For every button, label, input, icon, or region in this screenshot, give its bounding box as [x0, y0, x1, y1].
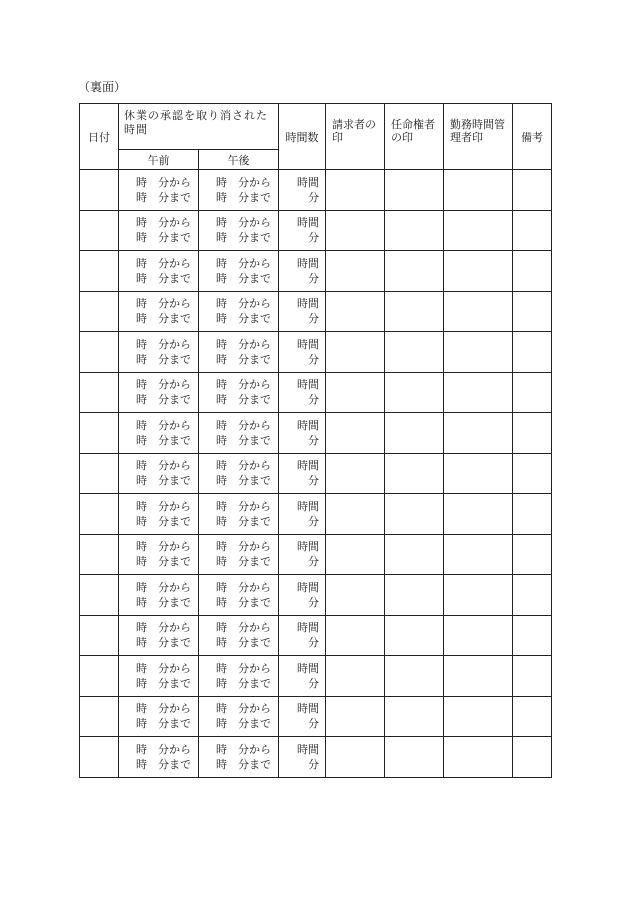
to-label: 分まで: [238, 595, 271, 609]
am-time-slot[interactable]: [119, 413, 199, 454]
from-label: 分から: [238, 702, 271, 716]
remarks-cell[interactable]: [513, 413, 552, 454]
hours-cell[interactable]: [279, 413, 326, 454]
am-time-slot[interactable]: [119, 453, 199, 494]
minutes-unit-label: 分: [308, 231, 319, 245]
to-label: 分まで: [158, 190, 191, 204]
from-label: 分から: [158, 499, 191, 513]
am-time-slot[interactable]: [119, 656, 199, 697]
hours-unit-label: 時間: [297, 661, 319, 675]
table-row: [80, 291, 552, 332]
minutes-unit-label: 分: [308, 636, 319, 650]
manager-seal-cell[interactable]: [444, 413, 513, 454]
to-label: 分まで: [238, 636, 271, 650]
hours-cell[interactable]: [279, 615, 326, 656]
pm-time-slot[interactable]: [199, 413, 279, 454]
from-label: 分から: [238, 499, 271, 513]
hour-label: 時: [136, 595, 147, 609]
hours-cell[interactable]: [279, 696, 326, 737]
table-row: [80, 170, 552, 211]
hours-unit-label: 時間: [297, 378, 319, 392]
requester-seal-cell[interactable]: [326, 413, 385, 454]
pm-time-slot[interactable]: [199, 494, 279, 535]
hour-label: 時: [216, 636, 227, 650]
hour-label: 時: [216, 378, 227, 392]
requester-seal-cell[interactable]: [326, 251, 385, 292]
to-label: 分まで: [158, 555, 191, 569]
hour-label: 時: [216, 175, 227, 189]
from-label: 分から: [238, 418, 271, 432]
hours-cell[interactable]: [279, 453, 326, 494]
to-label: 分まで: [238, 433, 271, 447]
hour-label: 時: [216, 271, 227, 285]
hour-label: 時: [216, 256, 227, 270]
table-row: [80, 534, 552, 575]
manager-seal-cell[interactable]: [444, 615, 513, 656]
hour-label: 時: [216, 312, 227, 326]
hours-unit-label: 時間: [297, 499, 319, 513]
remarks-cell[interactable]: [513, 615, 552, 656]
hour-label: 時: [216, 555, 227, 569]
pm-time-slot[interactable]: [199, 210, 279, 251]
hour-label: 時: [216, 418, 227, 432]
hour-label: 時: [216, 514, 227, 528]
am-time-slot[interactable]: [119, 291, 199, 332]
remarks-cell[interactable]: [513, 737, 552, 778]
remarks-cell[interactable]: [513, 170, 552, 211]
from-label: 分から: [158, 216, 191, 230]
date-cell[interactable]: [80, 413, 119, 454]
hours-unit-label: 時間: [297, 742, 319, 756]
from-label: 分から: [158, 297, 191, 311]
hour-label: 時: [136, 231, 147, 245]
table-row: [80, 210, 552, 251]
remarks-cell[interactable]: [513, 534, 552, 575]
pm-time-slot[interactable]: [199, 170, 279, 211]
hour-label: 時: [216, 580, 227, 594]
requester-seal-cell[interactable]: [326, 291, 385, 332]
hours-cell[interactable]: [279, 170, 326, 211]
pm-time-slot[interactable]: [199, 534, 279, 575]
hour-label: 時: [216, 757, 227, 771]
header-remarks: 備考: [513, 104, 552, 170]
am-time-slot[interactable]: [119, 575, 199, 616]
am-time-slot[interactable]: [119, 615, 199, 656]
remarks-cell[interactable]: [513, 210, 552, 251]
table-row: [80, 737, 552, 778]
pm-time-slot[interactable]: [199, 737, 279, 778]
to-label: 分まで: [238, 231, 271, 245]
from-label: 分から: [238, 256, 271, 270]
from-label: 分から: [238, 580, 271, 594]
manager-seal-cell[interactable]: [444, 210, 513, 251]
appointer-seal-cell[interactable]: [385, 251, 444, 292]
from-label: 分から: [158, 661, 191, 675]
pm-time-slot[interactable]: [199, 575, 279, 616]
remarks-cell[interactable]: [513, 251, 552, 292]
hours-cell[interactable]: [279, 210, 326, 251]
header-am: 午前: [119, 150, 199, 170]
remarks-cell[interactable]: [513, 656, 552, 697]
to-label: 分まで: [158, 676, 191, 690]
to-label: 分まで: [238, 514, 271, 528]
header-manager-seal: 勤務時間管理者印: [444, 104, 513, 170]
hour-label: 時: [136, 676, 147, 690]
from-label: 分から: [158, 175, 191, 189]
appointer-seal-cell[interactable]: [385, 737, 444, 778]
to-label: 分まで: [238, 555, 271, 569]
to-label: 分まで: [158, 271, 191, 285]
minutes-unit-label: 分: [308, 757, 319, 771]
from-label: 分から: [158, 256, 191, 270]
from-label: 分から: [238, 297, 271, 311]
hours-unit-label: 時間: [297, 540, 319, 554]
date-cell[interactable]: [80, 291, 119, 332]
manager-seal-cell[interactable]: [444, 332, 513, 373]
manager-seal-cell[interactable]: [444, 372, 513, 413]
pm-time-slot[interactable]: [199, 251, 279, 292]
to-label: 分まで: [158, 231, 191, 245]
manager-seal-cell[interactable]: [444, 575, 513, 616]
date-cell[interactable]: [80, 656, 119, 697]
appointer-seal-cell[interactable]: [385, 575, 444, 616]
minutes-unit-label: 分: [308, 474, 319, 488]
hours-cell[interactable]: [279, 291, 326, 332]
hours-cell[interactable]: [279, 737, 326, 778]
table-row: [80, 372, 552, 413]
remarks-cell[interactable]: [513, 575, 552, 616]
date-cell[interactable]: [80, 251, 119, 292]
hour-label: 時: [216, 459, 227, 473]
from-label: 分から: [158, 621, 191, 635]
from-label: 分から: [238, 661, 271, 675]
am-time-slot[interactable]: [119, 251, 199, 292]
hour-label: 時: [136, 499, 147, 513]
to-label: 分まで: [158, 757, 191, 771]
table-row: [80, 615, 552, 656]
header-requester-seal: 請求者の印: [326, 104, 385, 170]
hour-label: 時: [136, 297, 147, 311]
to-label: 分まで: [238, 352, 271, 366]
table-row: [80, 251, 552, 292]
manager-seal-cell[interactable]: [444, 656, 513, 697]
date-cell[interactable]: [80, 615, 119, 656]
manager-seal-cell[interactable]: [444, 737, 513, 778]
hour-label: 時: [136, 661, 147, 675]
remarks-cell[interactable]: [513, 372, 552, 413]
am-time-slot[interactable]: [119, 534, 199, 575]
hour-label: 時: [216, 717, 227, 731]
to-label: 分まで: [158, 433, 191, 447]
minutes-unit-label: 分: [308, 312, 319, 326]
from-label: 分から: [238, 621, 271, 635]
requester-seal-cell[interactable]: [326, 575, 385, 616]
hour-label: 時: [136, 717, 147, 731]
hour-label: 時: [216, 661, 227, 675]
hour-label: 時: [136, 621, 147, 635]
to-label: 分まで: [238, 717, 271, 731]
table-row: [80, 494, 552, 535]
pm-time-slot[interactable]: [199, 291, 279, 332]
requester-seal-cell[interactable]: [326, 453, 385, 494]
from-label: 分から: [158, 702, 191, 716]
requester-seal-cell[interactable]: [326, 737, 385, 778]
hour-label: 時: [136, 352, 147, 366]
remarks-cell[interactable]: [513, 696, 552, 737]
hour-label: 時: [136, 312, 147, 326]
minutes-unit-label: 分: [308, 393, 319, 407]
from-label: 分から: [238, 540, 271, 554]
hour-label: 時: [216, 352, 227, 366]
hour-label: 時: [136, 580, 147, 594]
pm-time-slot[interactable]: [199, 372, 279, 413]
to-label: 分まで: [238, 676, 271, 690]
to-label: 分まで: [158, 312, 191, 326]
requester-seal-cell[interactable]: [326, 332, 385, 373]
minutes-unit-label: 分: [308, 271, 319, 285]
am-time-slot[interactable]: [119, 696, 199, 737]
date-cell[interactable]: [80, 494, 119, 535]
from-label: 分から: [238, 175, 271, 189]
am-time-slot[interactable]: [119, 332, 199, 373]
hour-label: 時: [136, 271, 147, 285]
date-cell[interactable]: [80, 696, 119, 737]
requester-seal-cell[interactable]: [326, 210, 385, 251]
hour-label: 時: [136, 540, 147, 554]
pm-time-slot[interactable]: [199, 332, 279, 373]
hour-label: 時: [216, 742, 227, 756]
to-label: 分まで: [158, 717, 191, 731]
pm-time-slot[interactable]: [199, 453, 279, 494]
table-row: [80, 413, 552, 454]
minutes-unit-label: 分: [308, 595, 319, 609]
from-label: 分から: [238, 216, 271, 230]
date-cell[interactable]: [80, 737, 119, 778]
from-label: 分から: [158, 418, 191, 432]
manager-seal-cell[interactable]: [444, 291, 513, 332]
am-time-slot[interactable]: [119, 210, 199, 251]
hour-label: 時: [136, 433, 147, 447]
hour-label: 時: [216, 702, 227, 716]
to-label: 分まで: [158, 393, 191, 407]
to-label: 分まで: [238, 757, 271, 771]
date-cell[interactable]: [80, 534, 119, 575]
hour-label: 時: [216, 231, 227, 245]
table-row: [80, 656, 552, 697]
requester-seal-cell[interactable]: [326, 170, 385, 211]
hours-unit-label: 時間: [297, 580, 319, 594]
hours-cell[interactable]: [279, 656, 326, 697]
hour-label: 時: [136, 459, 147, 473]
remarks-cell[interactable]: [513, 453, 552, 494]
to-label: 分まで: [238, 312, 271, 326]
date-cell[interactable]: [80, 575, 119, 616]
hour-label: 時: [216, 297, 227, 311]
from-label: 分から: [158, 540, 191, 554]
to-label: 分まで: [158, 636, 191, 650]
to-label: 分まで: [238, 474, 271, 488]
to-label: 分まで: [158, 474, 191, 488]
hours-cell[interactable]: [279, 534, 326, 575]
header-cancelled-time: 休業の承認を取り消された時間: [119, 104, 279, 150]
appointer-seal-cell[interactable]: [385, 453, 444, 494]
minutes-unit-label: 分: [308, 190, 319, 204]
appointer-seal-cell[interactable]: [385, 372, 444, 413]
am-time-slot[interactable]: [119, 170, 199, 211]
requester-seal-cell[interactable]: [326, 534, 385, 575]
am-time-slot[interactable]: [119, 494, 199, 535]
requester-seal-cell[interactable]: [326, 656, 385, 697]
hours-unit-label: 時間: [297, 216, 319, 230]
appointer-seal-cell[interactable]: [385, 615, 444, 656]
to-label: 分まで: [158, 595, 191, 609]
hours-cell[interactable]: [279, 372, 326, 413]
hour-label: 時: [216, 337, 227, 351]
hour-label: 時: [136, 190, 147, 204]
hour-label: 時: [216, 216, 227, 230]
manager-seal-cell[interactable]: [444, 453, 513, 494]
to-label: 分まで: [238, 271, 271, 285]
hours-cell[interactable]: [279, 494, 326, 535]
minutes-unit-label: 分: [308, 352, 319, 366]
from-label: 分から: [238, 459, 271, 473]
hour-label: 時: [216, 676, 227, 690]
requester-seal-cell[interactable]: [326, 494, 385, 535]
appointer-seal-cell[interactable]: [385, 291, 444, 332]
appointer-seal-cell[interactable]: [385, 332, 444, 373]
hour-label: 時: [136, 337, 147, 351]
date-cell[interactable]: [80, 170, 119, 211]
date-cell[interactable]: [80, 453, 119, 494]
appointer-seal-cell[interactable]: [385, 210, 444, 251]
hour-label: 時: [136, 514, 147, 528]
hour-label: 時: [136, 636, 147, 650]
to-label: 分まで: [238, 190, 271, 204]
remarks-cell[interactable]: [513, 332, 552, 373]
requester-seal-cell[interactable]: [326, 696, 385, 737]
hour-label: 時: [136, 757, 147, 771]
appointer-seal-cell[interactable]: [385, 696, 444, 737]
remarks-cell[interactable]: [513, 291, 552, 332]
minutes-unit-label: 分: [308, 433, 319, 447]
date-cell[interactable]: [80, 210, 119, 251]
hours-unit-label: 時間: [297, 175, 319, 189]
hour-label: 時: [216, 474, 227, 488]
from-label: 分から: [238, 742, 271, 756]
table-row: [80, 575, 552, 616]
pm-time-slot[interactable]: [199, 696, 279, 737]
am-time-slot[interactable]: [119, 737, 199, 778]
from-label: 分から: [238, 337, 271, 351]
table-row: [80, 453, 552, 494]
from-label: 分から: [158, 378, 191, 392]
hour-label: 時: [216, 595, 227, 609]
appointer-seal-cell[interactable]: [385, 170, 444, 211]
hour-label: 時: [136, 702, 147, 716]
pm-time-slot[interactable]: [199, 615, 279, 656]
requester-seal-cell[interactable]: [326, 615, 385, 656]
appointer-seal-cell[interactable]: [385, 534, 444, 575]
hour-label: 時: [136, 418, 147, 432]
from-label: 分から: [238, 378, 271, 392]
hour-label: 時: [136, 474, 147, 488]
hour-label: 時: [216, 393, 227, 407]
remarks-cell[interactable]: [513, 494, 552, 535]
hour-label: 時: [136, 742, 147, 756]
to-label: 分まで: [238, 393, 271, 407]
appointer-seal-cell[interactable]: [385, 494, 444, 535]
hour-label: 時: [136, 393, 147, 407]
minutes-unit-label: 分: [308, 717, 319, 731]
hours-unit-label: 時間: [297, 256, 319, 270]
requester-seal-cell[interactable]: [326, 372, 385, 413]
manager-seal-cell[interactable]: [444, 534, 513, 575]
minutes-unit-label: 分: [308, 555, 319, 569]
hour-label: 時: [216, 190, 227, 204]
hour-label: 時: [136, 378, 147, 392]
table-row: [80, 696, 552, 737]
from-label: 分から: [158, 337, 191, 351]
hour-label: 時: [216, 621, 227, 635]
hours-cell[interactable]: [279, 251, 326, 292]
to-label: 分まで: [158, 514, 191, 528]
hour-label: 時: [136, 555, 147, 569]
hours-unit-label: 時間: [297, 297, 319, 311]
manager-seal-cell[interactable]: [444, 494, 513, 535]
to-label: 分まで: [158, 352, 191, 366]
from-label: 分から: [158, 580, 191, 594]
hours-unit-label: 時間: [297, 418, 319, 432]
hours-unit-label: 時間: [297, 702, 319, 716]
appointer-seal-cell[interactable]: [385, 656, 444, 697]
leave-cancellation-table: [79, 103, 552, 778]
hours-cell[interactable]: [279, 575, 326, 616]
hours-unit-label: 時間: [297, 337, 319, 351]
hour-label: 時: [136, 175, 147, 189]
date-cell[interactable]: [80, 372, 119, 413]
hour-label: 時: [136, 216, 147, 230]
minutes-unit-label: 分: [308, 676, 319, 690]
hours-unit-label: 時間: [297, 459, 319, 473]
appointer-seal-cell[interactable]: [385, 413, 444, 454]
am-time-slot[interactable]: [119, 372, 199, 413]
header-hours: 時間数: [279, 104, 326, 170]
page-label: （裏面）: [78, 80, 127, 94]
minutes-unit-label: 分: [308, 514, 319, 528]
header-pm: 午後: [199, 150, 279, 170]
pm-time-slot[interactable]: [199, 656, 279, 697]
hour-label: 時: [216, 540, 227, 554]
hours-unit-label: 時間: [297, 621, 319, 635]
manager-seal-cell[interactable]: [444, 170, 513, 211]
table-row: [80, 332, 552, 373]
from-label: 分から: [158, 742, 191, 756]
hour-label: 時: [136, 256, 147, 270]
hours-cell[interactable]: [279, 332, 326, 373]
hour-label: 時: [216, 433, 227, 447]
from-label: 分から: [158, 459, 191, 473]
date-cell[interactable]: [80, 332, 119, 373]
header-appointer-seal: 任命権者の印: [385, 104, 444, 170]
manager-seal-cell[interactable]: [444, 696, 513, 737]
header-date: 日付: [80, 104, 119, 170]
hour-label: 時: [216, 499, 227, 513]
manager-seal-cell[interactable]: [444, 251, 513, 292]
